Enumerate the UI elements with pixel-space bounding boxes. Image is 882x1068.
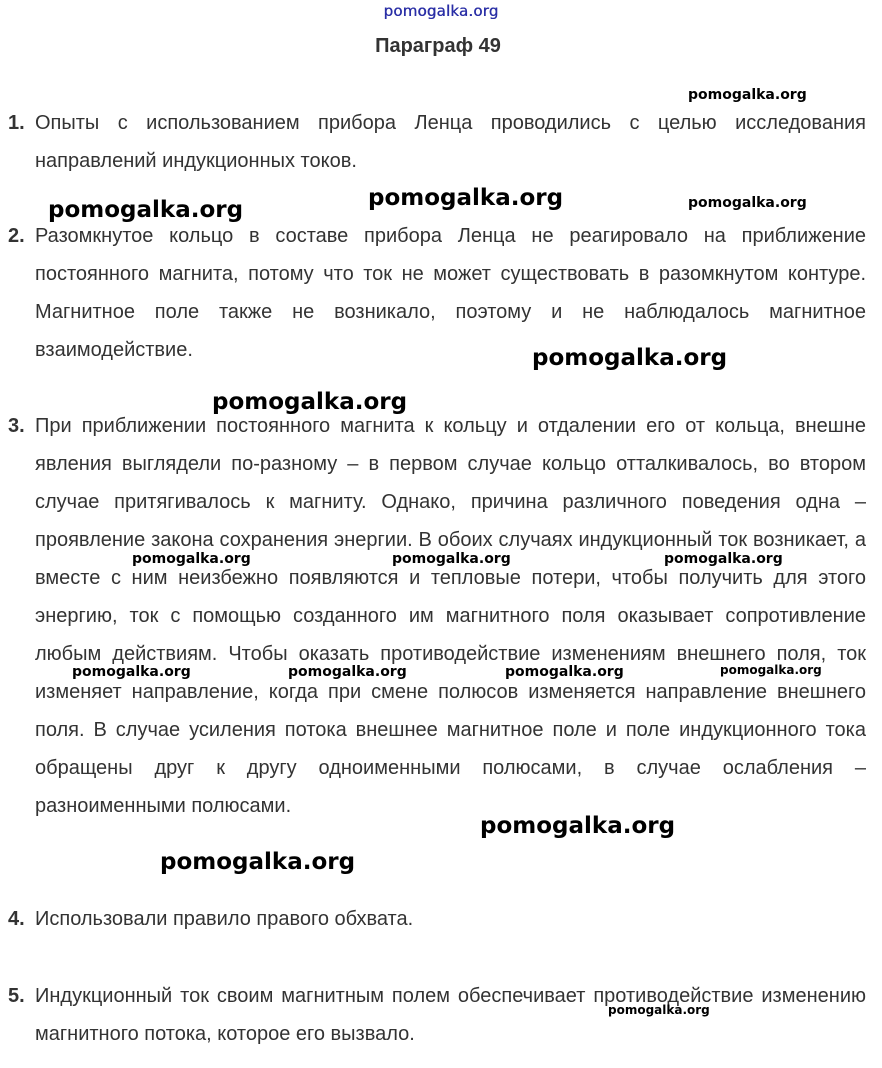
item-number: 3. <box>8 415 25 437</box>
watermark: pomogalka.org <box>72 664 191 680</box>
item-text: Опыты с использованием прибора Ленца проводились с целью исследования направлений индукционных токов. <box>35 112 866 172</box>
answer-item-5 <box>0 977 866 1053</box>
page-title: Параграф 49 <box>375 35 501 57</box>
answer-item-2 <box>0 217 866 369</box>
watermark: pomogalka.org <box>288 664 407 680</box>
item-number: 2. <box>8 225 25 247</box>
watermark: pomogalka.org <box>212 389 408 415</box>
item-number: 4. <box>8 908 25 930</box>
watermark: pomogalka.org <box>688 87 807 103</box>
watermark: pomogalka.org <box>505 664 624 680</box>
site-mark: pomogalka.org <box>383 2 499 20</box>
watermark: pomogalka.org <box>368 185 564 211</box>
watermark: pomogalka.org <box>720 663 822 677</box>
item-number: 5. <box>8 985 25 1007</box>
watermark: pomogalka.org <box>688 195 807 211</box>
item-text: Использовали правило правого обхвата. <box>35 908 414 930</box>
watermark: pomogalka.org <box>392 551 511 567</box>
watermark: pomogalka.org <box>48 197 244 223</box>
answer-item-4 <box>0 900 866 938</box>
item-text: При приближении постоянного магнита к кольцу и отдалении его от кольца, внешне явления выглядели по-разному – в первом случае кольцо отталкивалось, во втором случае притягивалось к магниту. Однако, причина различного поведения одна – проявление закона сохранения энергии. В обоих случаях индукционный ток возникает, а вместе с ним неизбежно появляются и тепловые потери, чтобы получить для этого энергию, ток с помощью созданного им магнитного поля оказывает сопротивление любым действиям. Чтобы оказать противодействие изменениям внешнего поля, ток изменяет направление, когда при смене полюсов изменяется направление внешнего поля. В случае усиления потока внешнее магнитное поле и поле индукционного тока обращены друг к другу одноименными полюсами, в случае ослабления – разноименными полюсами. <box>35 415 866 817</box>
watermark: pomogalka.org <box>532 345 728 371</box>
watermark: pomogalka.org <box>664 551 783 567</box>
watermark: pomogalka.org <box>480 813 676 839</box>
item-text: Индукционный ток своим магнитным полем обеспечивает противодействие изменению магнитного потока, которое его вызвало. <box>35 985 866 1045</box>
answer-item-1 <box>0 104 866 180</box>
item-number: 1. <box>8 112 25 134</box>
watermark: pomogalka.org <box>160 849 356 875</box>
answer-item-3 <box>0 407 866 825</box>
watermark: pomogalka.org <box>132 551 251 567</box>
item-text: Разомкнутое кольцо в составе прибора Ленца не реагировало на приближение постоянного магнита, потому что ток не может существовать в разомкнутом контуре. Магнитное поле также не возникало, поэтому и не наблюдалось магнитное взаимодействие. <box>35 225 866 361</box>
watermark: pomogalka.org <box>608 1003 710 1017</box>
